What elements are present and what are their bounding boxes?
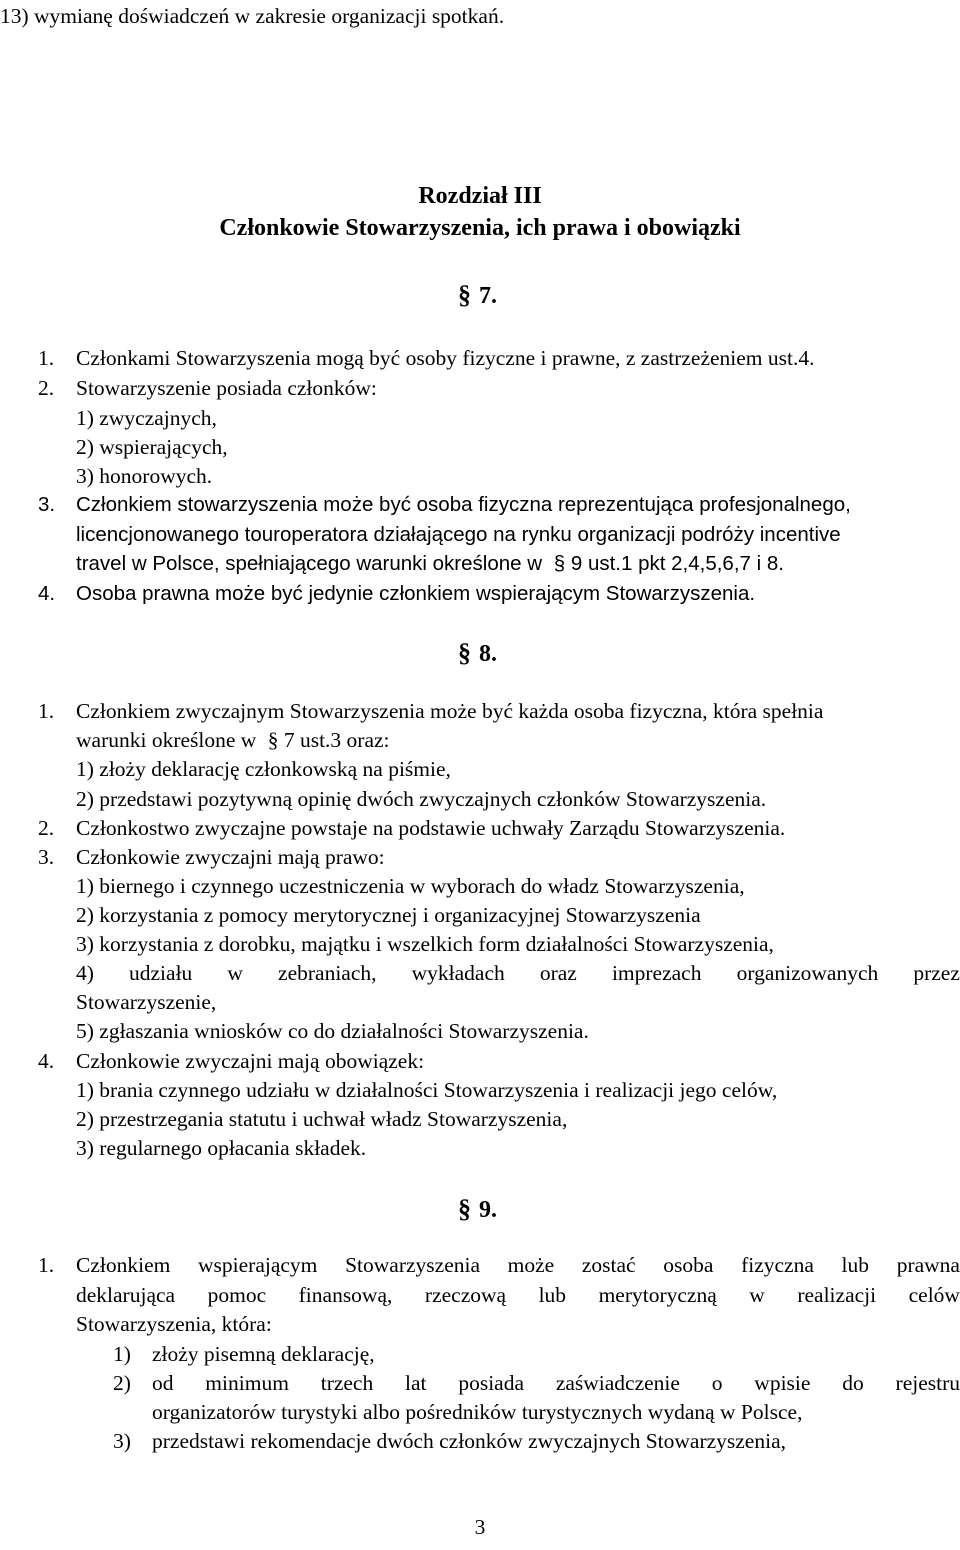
paragraph-text: Członkiem stowarzyszenia może być osoba fizyczna reprezentująca profesjonalnego, [76,493,851,516]
word: fizyczna [741,1253,814,1277]
paragraph-text [76,730,390,752]
word: może [507,1253,555,1277]
word: wykładach [411,961,505,985]
paragraph-number: 3. [38,845,55,869]
section-heading-8 [458,640,497,666]
section-heading-7 [458,282,497,308]
word: realizacji [797,1283,877,1307]
word: pomoc [207,1283,267,1307]
list-item: 1) brania czynnego udziału w działalności Stowarzyszenia i realizacji jego celów, [76,1078,778,1102]
word: rzeczową [424,1283,507,1307]
word: prawna [896,1253,960,1277]
paragraph-number: 4. [38,582,56,605]
paragraph-text: Stowarzyszenia, która: [76,1312,272,1336]
word: w [749,1283,765,1307]
paragraph-text-part: 7 ust.3 oraz: [283,728,390,752]
paragraph-text: Członkowie zwyczajni mają obowiązek: [76,1049,425,1073]
list-item: przedstawi rekomendacje dwóch członków zwyczajnych Stowarzyszenia, [152,1429,786,1453]
paragraph-number: 1. [38,1253,55,1277]
paragraph-text-part: 9 ust.1 pkt 2,4,5,6,7 i 8. [570,552,784,575]
word: od [152,1371,174,1395]
word: zebraniach, [278,961,377,985]
paragraph-text: Członkowie zwyczajni mają prawo: [76,845,385,869]
section-number: 9. [479,1197,497,1223]
section-number: 8. [479,641,497,667]
word: w [227,961,243,985]
list-item-number: 3) [113,1429,131,1453]
paragraph-text: Członkami Stowarzyszenia mogą być osoby fizyczne i prawne, z zastrzeżeniem ust.4. [76,346,815,370]
word: finansową, [298,1283,393,1307]
word: organizowanych [736,961,879,985]
list-item: 2) wspierających, [76,435,228,459]
list-item: złoży pisemną deklarację, [152,1342,375,1366]
word: deklarująca [76,1283,176,1307]
word: Członkiem [76,1253,171,1277]
list-item [76,963,960,985]
section-symbol: § [553,552,566,575]
paragraph-text [76,1255,960,1277]
list-item: 1) biernego i czynnego uczestniczenia w wyborach do władz Stowarzyszenia, [76,874,745,898]
section-heading-9 [458,1196,497,1222]
paragraph-text-part: travel w Polsce, spełniającego warunki określone w [76,552,543,575]
paragraph-text: Członkostwo zwyczajne powstaje na podstawie uchwały Zarządu Stowarzyszenia. [76,816,786,840]
section-number: 7. [479,283,497,309]
chapter-title: Członkowie Stowarzyszenia, ich prawa i obowiązki [219,215,741,241]
list-item: 3) honorowych. [76,464,213,488]
word: wpisie [754,1371,811,1395]
paragraph-text: Członkiem zwyczajnym Stowarzyszenia może być każda osoba fizyczna, która spełnia [76,699,824,723]
word: zaświadczenie [555,1371,680,1395]
word: udziału [129,961,193,985]
paragraph-text: Osoba prawna może być jedynie członkiem wspierającym Stowarzyszenia. [76,582,756,605]
word: przez [913,961,960,985]
word: rejestru [895,1371,960,1395]
list-item-number: 1) [113,1342,131,1366]
list-item: 3) korzystania z dorobku, majątku i wszelkich form działalności Stowarzyszenia, [76,932,774,956]
paragraph-number: 3. [38,493,56,516]
word: trzech [320,1371,374,1395]
list-item: 13) wymianę doświadczeń w zakresie organizacji spotkań. [0,4,505,28]
section-symbol: § [267,728,279,752]
word: o [711,1371,723,1395]
list-item [152,1373,960,1395]
paragraph-text: Stowarzyszenie posiada członków: [76,376,377,400]
paragraph-text-part: warunki określone w [76,728,257,752]
word: wspierającym [198,1253,318,1277]
word: lub [841,1253,870,1277]
paragraph-number: 1. [38,346,55,370]
paragraph-number: 2. [38,376,55,400]
section-symbol: § [458,638,471,667]
paragraph-number: 2. [38,816,55,840]
list-item: organizatorów turystyki albo pośredników turystycznych wydaną w Polsce, [152,1400,803,1424]
list-item: 2) przedstawi pozytywną opinię dwóch zwyczajnych członków Stowarzyszenia. [76,787,767,811]
word: oraz [539,961,577,985]
list-item-number: 2) [113,1371,131,1395]
paragraph-text: licencjonowanego touroperatora działającego na rynku organizacji podróży incentive [76,523,841,546]
word: posiada [458,1371,525,1395]
list-item: Stowarzyszenie, [76,990,217,1014]
paragraph-text [76,554,784,575]
list-item: 3) regularnego opłacania składek. [76,1136,367,1160]
word: minimum [205,1371,289,1395]
list-item: 1) zwyczajnych, [76,406,217,430]
paragraph-text [76,1285,960,1307]
word: imprezach [611,961,702,985]
page-number: 3 [474,1515,486,1539]
section-symbol: § [458,280,471,309]
word: 4) [76,961,94,985]
word: merytoryczną [598,1283,717,1307]
list-item: 2) przestrzegania statutu i uchwał władz Stowarzyszenia, [76,1107,568,1131]
list-item: 5) zgłaszania wniosków co do działalności Stowarzyszenia. [76,1019,589,1043]
word: Stowarzyszenia [345,1253,480,1277]
list-item: 2) korzystania z pomocy merytorycznej i organizacyjnej Stowarzyszenia [76,903,701,927]
section-symbol: § [458,1194,471,1223]
word: zostać [581,1253,636,1277]
paragraph-number: 4. [38,1049,55,1073]
list-item: 1) złoży deklarację członkowską na piśmie, [76,757,451,781]
word: osoba [663,1253,714,1277]
word: do [842,1371,864,1395]
paragraph-number: 1. [38,699,55,723]
word: lat [405,1371,427,1395]
chapter-number: Rozdział III [418,183,542,209]
word: lub [538,1283,567,1307]
word: celów [908,1283,960,1307]
